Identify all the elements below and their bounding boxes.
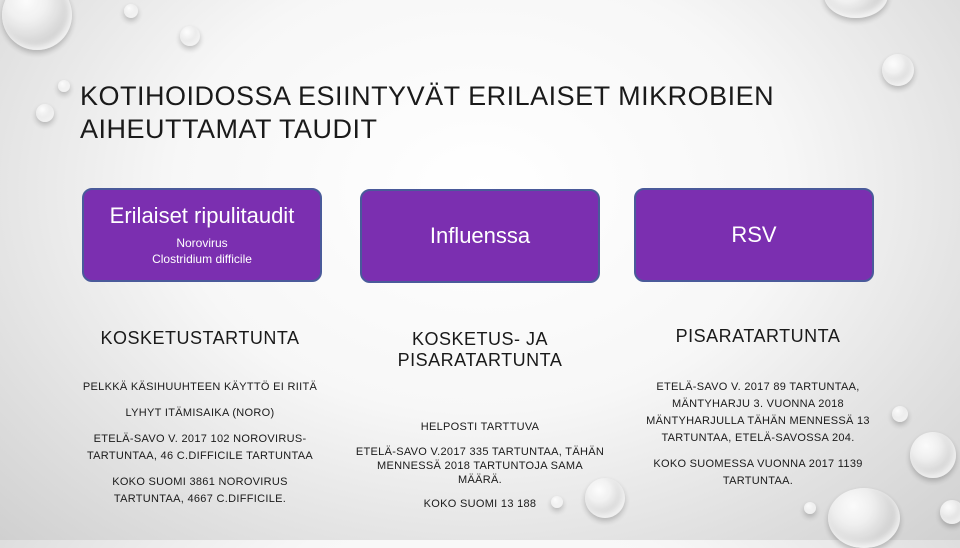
column-heading-line: KOSKETUS- JA [411,329,549,349]
column-paragraph: PELKKÄ KÄSIHUUHTEEN KÄYTTÖ EI RIITÄ [82,381,318,393]
water-drop-decoration [36,104,54,122]
column-paragraph: LYHYT ITÄMISAIKA (NORO) [125,407,275,419]
column-contact-droplet-transmission [350,329,610,522]
water-drop-decoration [882,54,914,86]
column-heading: KOSKETUSTARTUNTA [100,328,300,348]
column-paragraph: KOKO SUOMI 13 188 [423,498,537,510]
topic-box-label: Influenssa [429,223,531,248]
column-heading: PISARATARTUNTA [675,326,841,346]
slide-title-line: AIHEUTTAMAT TAUDIT [80,114,378,144]
column-paragraph: KOKO SUOMESSA VUONNA 2017 1139 TARTUNTAA. [653,458,863,487]
topic-box-label: Erilaiset ripulitaudit [109,203,295,228]
water-drop-decoration [804,502,816,514]
column-contact-transmission [80,328,320,517]
column-paragraph: ETELÄ-SAVO V. 2017 89 TARTUNTAA, MÄNTYHARJU 3. VUONNA 2018 MÄNTYHARJULLA TÄHÄN MENNESSÄ 13 TARTUNTAA, ETELÄ-SAVOSSA 204. [646,381,870,444]
topic-box-diarrheal-diseases [82,188,322,282]
topic-box-sublabel: Norovirus [176,236,228,250]
water-drop-decoration [892,406,908,422]
water-drop-decoration [940,500,960,524]
column-droplet-transmission [640,326,876,499]
water-drop-decoration [58,80,70,92]
water-drop-decoration [124,4,138,18]
water-drop-decoration [180,26,200,46]
column-paragraph: ETELÄ-SAVO V. 2017 102 NOROVIRUS-TARTUNTAA, 46 C.DIFFICILE TARTUNTAA [86,433,314,462]
water-drop-decoration [2,0,72,50]
column-heading [350,329,610,371]
column-paragraph: HELPOSTI TARTTUVA [420,421,540,433]
water-drop-decoration [824,0,888,18]
column-paragraph: ETELÄ-SAVO V.2017 335 TARTUNTAA, TÄHÄN MENNESSÄ 2018 TARTUNTOJA SAMA MÄÄRÄ. [355,446,605,486]
topic-box-rsv [634,188,874,282]
topic-box-influenza [360,189,600,283]
water-drop-decoration [910,432,956,478]
slide-title-line: KOTIHOIDOSSA ESIINTYVÄT ERILAISET MIKROBIEN [80,81,775,111]
topic-box-sublabel: Clostridium difficile [152,252,252,266]
topic-box-label: RSV [731,222,777,247]
slide-title [80,80,840,146]
column-heading-line: PISARATARTUNTA [397,350,563,370]
column-paragraph: KOKO SUOMI 3861 NOROVIRUS TARTUNTAA, 4667 C.DIFFICILE. [112,476,288,505]
